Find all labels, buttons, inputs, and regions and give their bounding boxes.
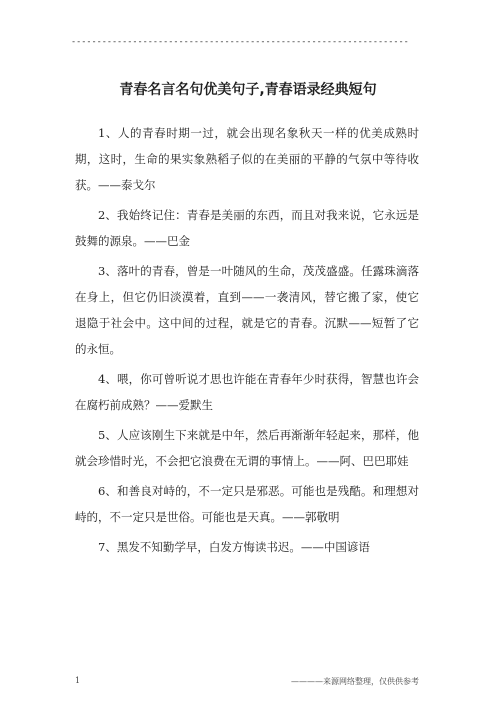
page-number: 1 bbox=[75, 676, 81, 685]
paragraph: 4、喂，你可曾听说才思也许能在青春年少时获得，智慧也许会在腐朽前成熟？——爱默生 bbox=[75, 372, 419, 412]
paragraph: 2、我始终记住：青春是美丽的东西，而且对我来说，它永远是鼓舞的源泉。——巴金 bbox=[75, 208, 419, 248]
document-title: 青春名言名句优美句子,青春语录经典短句 bbox=[119, 82, 377, 98]
paragraph: 3、落叶的青春，曾是一叶随风的生命，茂茂盛盛。任露珠滴落在身上，但它仍旧淡漠着，直到——一袭清风，替它搬了家，使它退隐于社会中。这中间的过程，就是它的青春。沉默——短暂了它的永恒。 bbox=[75, 264, 419, 356]
paragraph: 1、人的青春时期一过，就会出现名象秋天一样的优美成熟时期，这时，生命的果实象熟稻子似的在美丽的平静的气氛中等待收获。——泰戈尔 bbox=[75, 126, 419, 192]
document-body bbox=[75, 120, 419, 564]
paragraph: 6、和善良对峙的，不一定只是邪恶。可能也是残酷。和理想对峙的，不一定只是世俗。可能也是天真。——郭敬明 bbox=[75, 484, 419, 524]
paragraph: 5、人应该刚生下来就是中年，然后再渐渐年轻起来，那样，他就会珍惜时光，不会把它浪费在无谓的事情上。——阿、巴巴耶娃 bbox=[75, 428, 419, 468]
source-note: ————来源网络整理，仅供供参考 bbox=[291, 677, 419, 686]
page-footer bbox=[75, 676, 419, 690]
paragraph: 7、黑发不知勤学早，白发方悔读书迟。——中国谚语 bbox=[98, 540, 370, 554]
header-dashed-rule: ------------------------------------------------------------------ bbox=[71, 37, 409, 47]
